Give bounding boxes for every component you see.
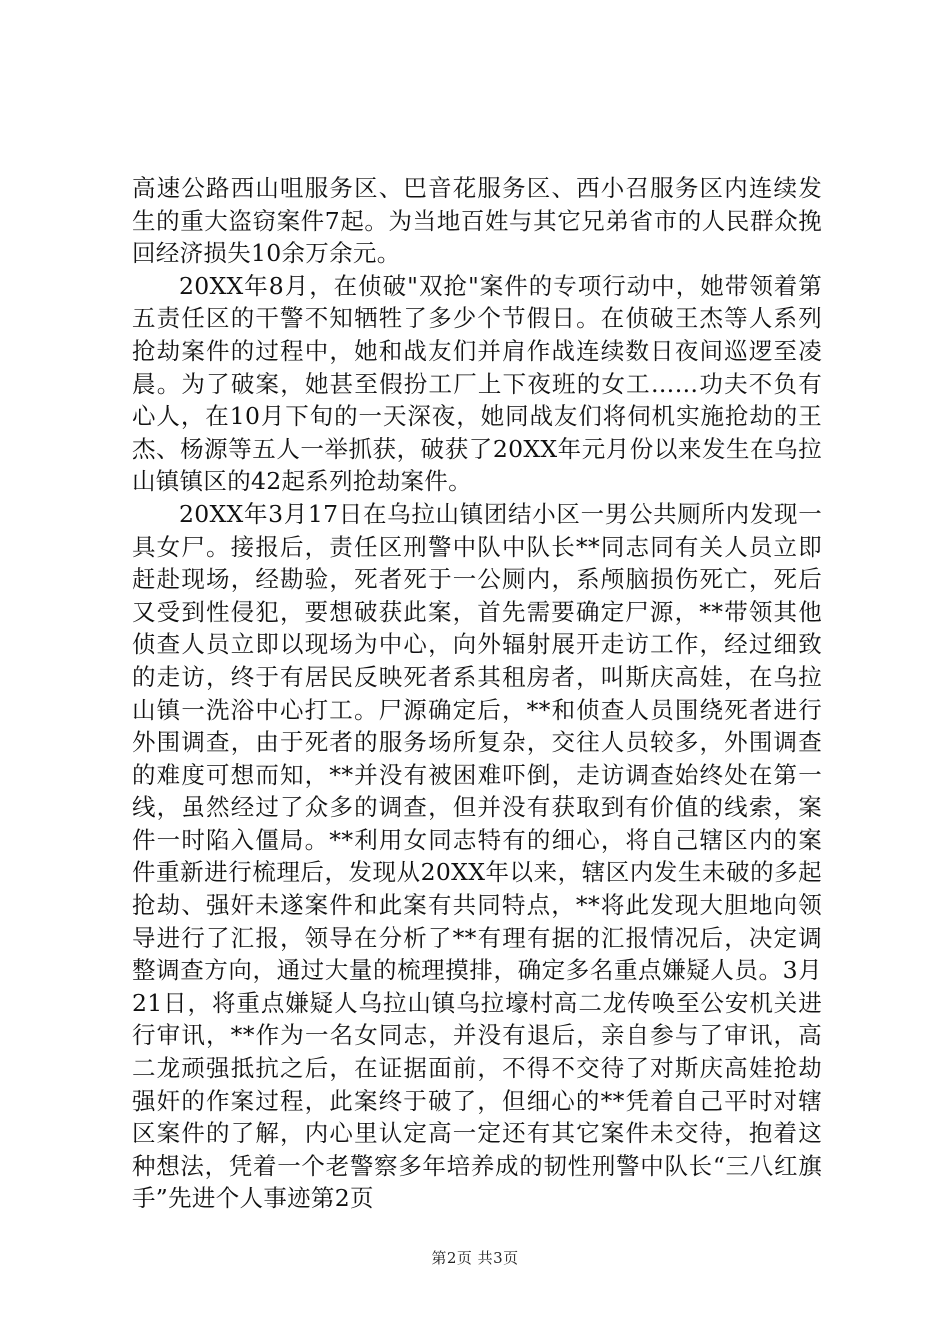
paragraph-continuation: 高速公路西山咀服务区、巴音花服务区、西小召服务区内连续发生的重大盗窃案件7起。为当地百姓与其它兄弟省市的人民群众挽回经济损失10余万余元。 [132,174,822,268]
paragraph-murder-case: 20XX年3月17日在乌拉山镇团结小区一男公共厕所内发现一具女尸。接报后，责任区刑警中队中队长**同志同有关人员立即赶赴现场，经勘验，死者死于一公厕内，系颅脑损伤死亡，死后又受到性侵犯，要想破获此案，首先需要确定尸源，**带领其他侦查人员立即以现场为中心，向外辐射展开走访工作，经过细致的走访，终于有居民反映死者系其租房者，叫斯庆高娃，在乌拉山镇一洗浴中心打工。尸源确定后，**和侦查人员围绕死者进行外围调查，由于死者的服务场所复杂，交往人员较多，外围调查的难度可想而知，**并没有被困难吓倒，走访调查始终处在第一线，虽然经过了众多的调查，但并没有获取到有价值的线索，案件一时陷入僵局。**利用女同志特有的细心，将自己辖区内的案件重新进行梳理后，发现从20XX年以来，辖区内发生未破的多起抢劫、强奸未遂案件和此案有共同特点，**将此发现大胆地向领导进行了汇报，领导在分析了**有理有据的汇报情况后，决定调整调查方向，通过大量的梳理摸排，确定多名重点嫌疑人员。3月21日，将重点嫌疑人乌拉山镇乌拉壕村高二龙传唤至公安机关进行审讯，**作为一名女同志，并没有退后，亲自参与了审讯，高二龙顽强抵抗之后，在证据面前，不得不交待了对斯庆高娃抢劫强奸的作案过程，此案终于破了，但细心的**凭着自己平时对辖区案件的了解，内心里认定高一定还有其它案件未交待，抱着这种想法，凭着一个老警察多年培养成的韧性刑警中队长“三八红旗手”先进个人事迹第2页 [132,499,822,1213]
page-footer: 第2页 共3页 [431,1249,519,1267]
document-body [132,172,822,1215]
paragraph-shuangqiang-case: 20XX年8月，在侦破"双抢"案件的专项行动中，她带领着第五责任区的干警不知牺牲了多少个节假日。在侦破王杰等人系列抢劫案件的过程中，她和战友们并肩作战连续数日夜间巡逻至凌晨。为了破案，她甚至假扮工厂上下夜班的女工……功夫不负有心人，在10月下旬的一天深夜，她同战友们将伺机实施抢劫的王杰、杨源等五人一举抓获，破获了20XX年元月份以来发生在乌拉山镇镇区的42起系列抢劫案件。 [132,271,822,496]
